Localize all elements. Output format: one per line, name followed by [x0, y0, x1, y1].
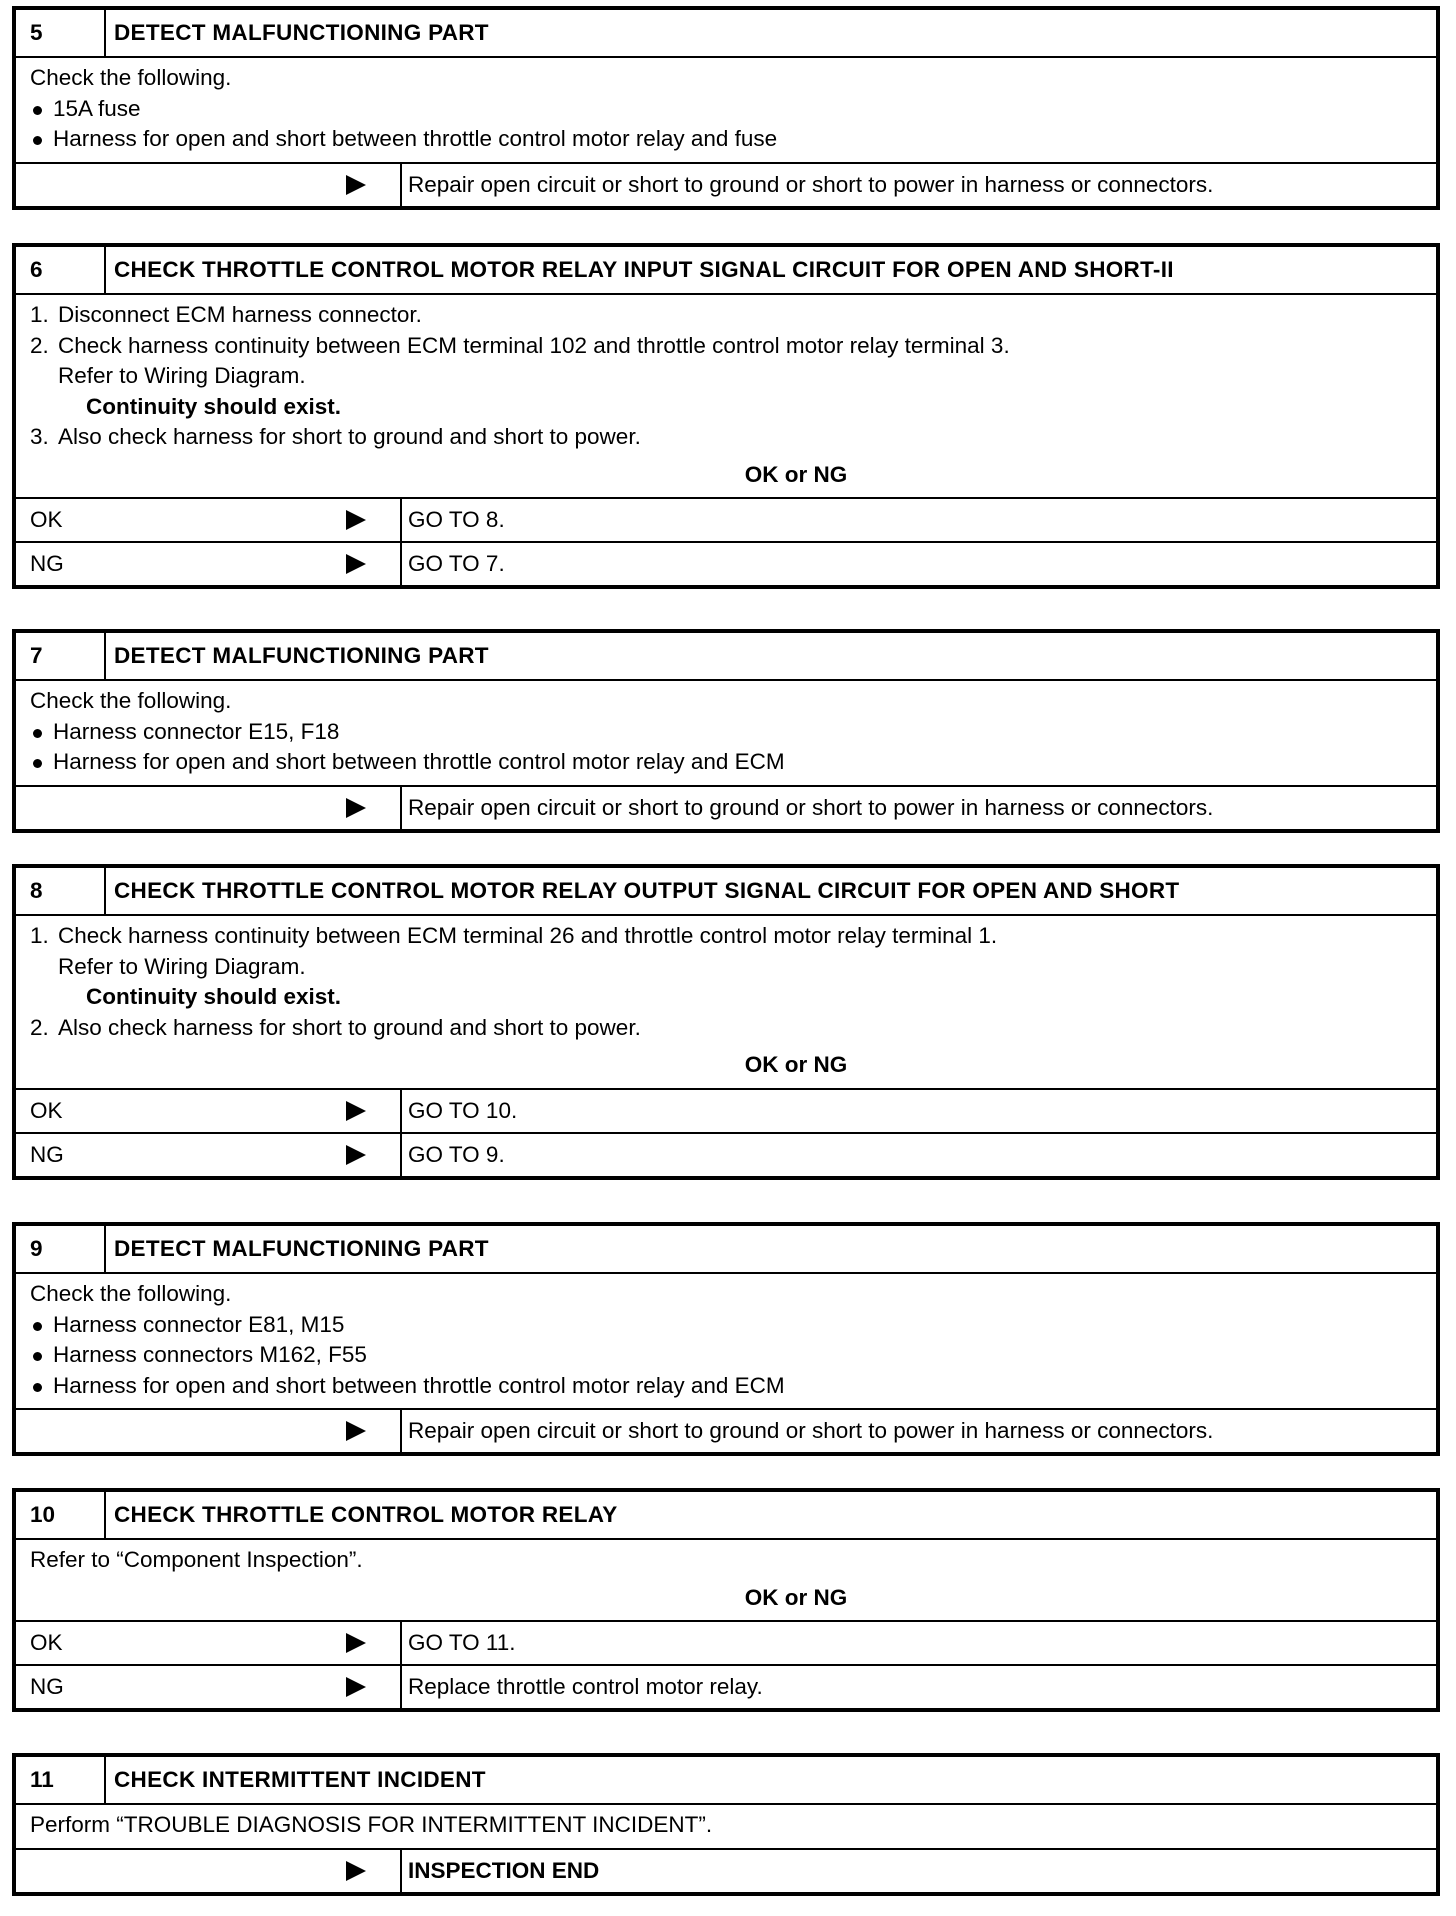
body-line-cont — [30, 361, 1422, 392]
result-label-cell — [16, 499, 402, 541]
result-row — [16, 1850, 1436, 1892]
result-label-cell — [16, 543, 402, 585]
step-header — [16, 1226, 1436, 1274]
body-line-numbered — [30, 422, 1422, 453]
body-line-bullet — [30, 1310, 1422, 1341]
body-line-bullet — [30, 1340, 1422, 1371]
body-line-bullet — [30, 124, 1422, 155]
arrow-right-icon — [346, 798, 366, 818]
result-action: GO TO 7. — [408, 551, 505, 576]
step-number: 10 — [16, 1492, 106, 1538]
step-7-box — [12, 629, 1440, 833]
result-label-cell — [16, 1666, 402, 1708]
line-text: Continuity should exist. — [86, 393, 342, 419]
result-label-cell — [16, 1090, 402, 1132]
line-text: Check harness continuity between ECM terminal 102 and throttle control motor relay terminal 3. — [58, 332, 1010, 358]
line-text: Check the following. — [30, 688, 232, 713]
item-number: 3. — [30, 424, 49, 449]
body-line-okng — [30, 1050, 1422, 1081]
line-text: Harness connectors M162, F55 — [53, 1342, 367, 1367]
step-title: CHECK THROTTLE CONTROL MOTOR RELAY — [114, 1502, 618, 1527]
result-action: GO TO 10. — [408, 1097, 518, 1123]
step-number: 11 — [16, 1757, 106, 1803]
result-label: NG — [30, 1674, 64, 1699]
bullet-icon — [30, 747, 53, 778]
body-line-text — [30, 1279, 1422, 1310]
bullet-icon — [30, 94, 53, 125]
result-row — [16, 1090, 1436, 1134]
arrow-right-icon — [346, 1861, 366, 1881]
line-text: Harness connector E81, M15 — [53, 1311, 345, 1337]
line-text: Harness connector E15, F18 — [53, 718, 340, 744]
line-text: Refer to Wiring Diagram. — [58, 363, 306, 388]
result-label-cell — [16, 1410, 402, 1452]
arrow-right-icon — [346, 1633, 366, 1653]
result-row — [16, 164, 1436, 206]
item-number: 2. — [30, 1014, 49, 1040]
result-row — [16, 499, 1436, 543]
bullet-icon — [30, 1310, 53, 1341]
step-body — [16, 295, 1436, 499]
step-title: DETECT MALFUNCTIONING PART — [114, 643, 489, 668]
body-line-boldind — [30, 392, 1422, 423]
result-action: INSPECTION END — [408, 1857, 600, 1883]
arrow-right-icon — [346, 554, 366, 574]
step-header — [16, 1757, 1436, 1805]
bullet-icon — [30, 717, 53, 748]
result-label-cell — [16, 1134, 402, 1176]
step-body — [16, 1805, 1436, 1850]
arrow-right-icon — [346, 510, 366, 530]
body-line-cont — [30, 952, 1422, 983]
line-text: Harness for open and short between throttle control motor relay and ECM — [53, 749, 785, 774]
line-text: Harness for open and short between throttle control motor relay and fuse — [53, 126, 778, 151]
step-5-box — [12, 6, 1440, 210]
body-line-bullet — [30, 747, 1422, 778]
step-header — [16, 868, 1436, 916]
line-text: Harness for open and short between throttle control motor relay and ECM — [53, 1372, 785, 1398]
line-text: Check the following. — [30, 65, 232, 90]
step-number: 8 — [16, 868, 106, 914]
result-label-cell — [16, 164, 402, 206]
body-line-boldind — [30, 982, 1422, 1013]
body-line-okng — [30, 460, 1422, 491]
step-6-box — [12, 243, 1440, 589]
step-body — [16, 1274, 1436, 1410]
body-line-text — [30, 63, 1422, 94]
line-text: Disconnect ECM harness connector. — [58, 302, 422, 327]
item-number: 1. — [30, 923, 49, 948]
result-label-cell — [16, 1622, 402, 1664]
step-11-box — [12, 1753, 1440, 1896]
step-header — [16, 247, 1436, 295]
step-title: CHECK INTERMITTENT INCIDENT — [114, 1767, 486, 1792]
step-number: 5 — [16, 10, 106, 56]
result-label: NG — [30, 1141, 64, 1167]
bullet-icon — [30, 1340, 53, 1371]
step-body — [16, 681, 1436, 787]
step-number: 7 — [16, 633, 106, 679]
step-number: 6 — [16, 247, 106, 293]
line-text: Check harness continuity between ECM terminal 26 and throttle control motor relay terminal 1. — [58, 923, 998, 948]
line-text: Refer to Wiring Diagram. — [58, 953, 306, 979]
arrow-right-icon — [346, 1101, 366, 1121]
line-text: Also check harness for short to ground and short to power. — [58, 1014, 641, 1040]
bullet-icon — [30, 1371, 53, 1402]
line-text: OK or NG — [744, 1584, 848, 1610]
step-9-box — [12, 1222, 1440, 1456]
body-line-bullet — [30, 94, 1422, 125]
result-action: Replace throttle control motor relay. — [408, 1674, 763, 1699]
step-body — [16, 916, 1436, 1090]
arrow-right-icon — [346, 175, 366, 195]
step-title: CHECK THROTTLE CONTROL MOTOR RELAY INPUT SIGNAL CIRCUIT FOR OPEN AND SHORT-II — [114, 257, 1174, 282]
line-text: Continuity should exist. — [86, 984, 342, 1009]
result-label: OK — [30, 507, 63, 532]
result-label: NG — [30, 551, 64, 576]
result-action: Repair open circuit or short to ground or short to power in harness or connectors. — [408, 1418, 1214, 1443]
body-line-bullet — [30, 717, 1422, 748]
step-10-box — [12, 1488, 1440, 1712]
body-line-numbered — [30, 300, 1422, 331]
line-text: 15A fuse — [53, 95, 141, 121]
step-title: DETECT MALFUNCTIONING PART — [114, 1236, 489, 1261]
body-line-numbered — [30, 331, 1422, 362]
item-number: 2. — [30, 332, 49, 358]
body-line-numbered — [30, 921, 1422, 952]
step-body — [16, 1540, 1436, 1622]
result-action: Repair open circuit or short to ground or short to power in harness or connectors. — [408, 794, 1214, 820]
step-header — [16, 1492, 1436, 1540]
line-text: OK or NG — [744, 461, 848, 487]
result-label-cell — [16, 787, 402, 829]
arrow-right-icon — [346, 1677, 366, 1697]
result-row — [16, 787, 1436, 829]
item-number: 1. — [30, 302, 49, 327]
line-text: Refer to “Component Inspection”. — [30, 1547, 363, 1572]
result-label: OK — [30, 1630, 63, 1655]
step-8-box — [12, 864, 1440, 1180]
result-action: GO TO 11. — [408, 1630, 516, 1655]
arrow-right-icon — [346, 1421, 366, 1441]
step-number: 9 — [16, 1226, 106, 1272]
body-line-bullet — [30, 1371, 1422, 1402]
result-action: GO TO 8. — [408, 507, 505, 532]
result-label: OK — [30, 1097, 63, 1123]
body-line-text — [30, 1810, 1422, 1841]
step-header — [16, 633, 1436, 681]
body-line-okng — [30, 1583, 1422, 1614]
line-text: Perform “TROUBLE DIAGNOSIS FOR INTERMITTENT INCIDENT”. — [30, 1812, 713, 1837]
result-row — [16, 1134, 1436, 1176]
body-line-numbered — [30, 1013, 1422, 1044]
result-label-cell — [16, 1850, 402, 1892]
line-text: Check the following. — [30, 1281, 232, 1306]
line-text: OK or NG — [744, 1052, 848, 1077]
result-action: GO TO 9. — [408, 1141, 505, 1167]
result-row — [16, 1622, 1436, 1666]
step-header — [16, 10, 1436, 58]
step-title: CHECK THROTTLE CONTROL MOTOR RELAY OUTPUT SIGNAL CIRCUIT FOR OPEN AND SHORT — [114, 878, 1180, 903]
line-text: Also check harness for short to ground and short to power. — [58, 424, 641, 449]
result-row — [16, 543, 1436, 585]
result-row — [16, 1410, 1436, 1452]
bullet-icon — [30, 124, 53, 155]
arrow-right-icon — [346, 1145, 366, 1165]
body-line-text — [30, 686, 1422, 717]
result-action: Repair open circuit or short to ground or short to power in harness or connectors. — [408, 171, 1214, 197]
step-title: DETECT MALFUNCTIONING PART — [114, 20, 489, 45]
step-body — [16, 58, 1436, 164]
result-row — [16, 1666, 1436, 1708]
body-line-text — [30, 1545, 1422, 1576]
